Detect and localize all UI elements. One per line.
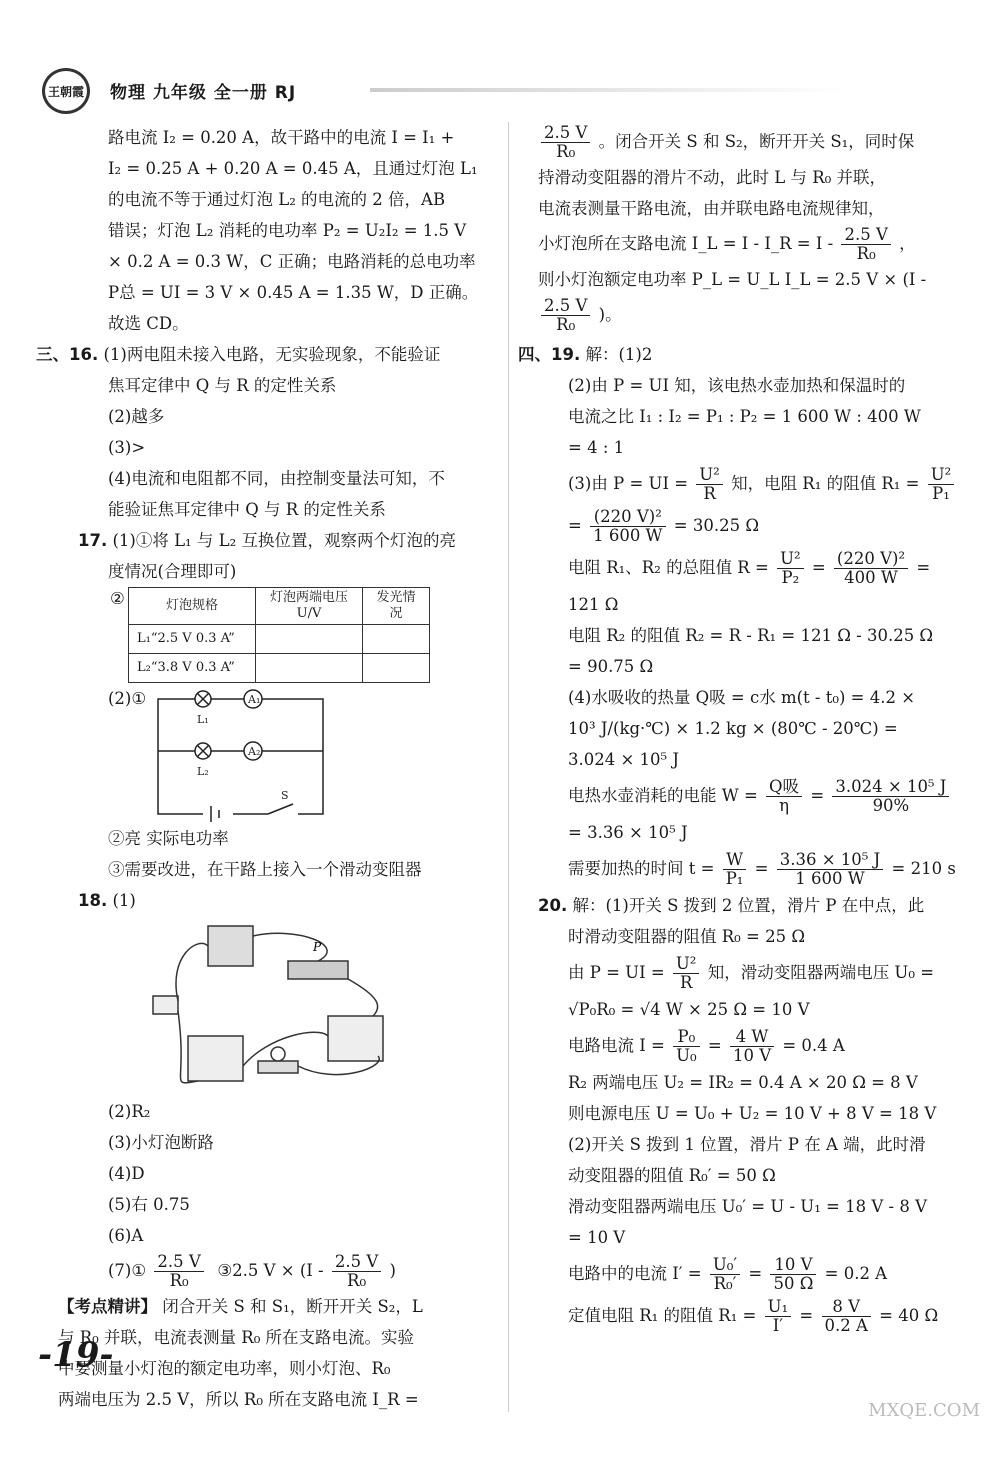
denominator: R [703,484,716,503]
text: 定值电阻 R₁ 的阻值 R₁ = [568,1306,757,1325]
text-line: (5)右 0.75 [108,1195,190,1214]
item-mark: ② [110,589,125,608]
battery-gap [203,804,233,824]
text: 需要加热的时间 t = [568,859,715,878]
denominator: η [779,796,789,815]
text: 。闭合开关 S 和 S₂，断开开关 S₁，同时保 [598,132,915,151]
text-line: 电阻 R₂ 的阻值 R₂ = R - R₁ = 121 Ω - 30.25 Ω [568,626,934,645]
fraction [541,297,590,334]
text: = 0.4 A [782,1036,845,1055]
numerator: 2.5 V [541,124,590,143]
fraction [332,1253,381,1290]
table-cell [256,625,363,654]
text-line: 则电源电压 U = U₀ + U₂ = 10 V + 8 V = 18 V [568,1104,937,1123]
logo-text: 王朝霞 [47,84,84,99]
fraction [696,466,723,503]
question-number: 20. [538,896,568,915]
text: = 30.25 Ω [673,516,760,535]
numerator: U² [673,955,700,974]
text-line: P总 = UI = 3 V × 0.45 A = 1.35 W，D 正确。 [108,283,479,302]
answer-table-block [58,587,478,683]
text: 知，滑动变阻器两端电压 U₀ = [707,963,935,982]
question-number: 17. [78,531,108,550]
text: 解：(1)2 [585,345,653,364]
fraction [834,550,908,587]
text-line: R₂ 两端电压 U₂ = IR₂ = 0.4 A × 20 Ω = 8 V [568,1073,918,1092]
text: = [754,859,769,878]
math-line [538,122,938,162]
fraction [928,466,955,503]
question-20 [538,890,938,921]
column-divider [508,122,509,1412]
denominator: R₀′ [713,1274,737,1293]
lamp-label: L₂ [197,765,209,778]
text-line: 中要测量小灯泡的额定电功率，则小灯泡、R₀ [58,1359,391,1378]
denominator: 400 W [844,568,898,587]
fraction [730,1028,774,1065]
note-line [58,1291,478,1322]
question-19 [518,339,938,370]
fraction [822,1298,871,1335]
fraction [841,226,890,263]
text: = [811,558,826,577]
numerator: W [723,851,747,870]
fraction [154,1253,203,1290]
text-line: 故选 CD。 [108,314,189,333]
watermark: MXQE.COM [868,1400,980,1421]
fraction [832,778,949,815]
ammeter-label: A₂ [248,745,261,758]
denominator: I′ [772,1316,784,1335]
numerator: 8 V [822,1298,871,1317]
table-cell: L₂“3.8 V 0.3 A” [129,654,256,683]
math-line [538,1295,938,1337]
numerator: 2.5 V [541,297,590,316]
math-line [58,1251,478,1291]
slider-label: P [313,940,322,954]
table-header: 灯泡两端电压 U/V [256,588,363,625]
table-row [129,654,430,683]
text-line: = 90.75 Ω [568,657,654,676]
fraction [765,1298,792,1335]
text-line: 3.024 × 10⁵ J [568,750,680,769]
numerator: P₀ [673,1028,700,1047]
text: ) [389,1261,396,1280]
text: = [748,1264,763,1283]
text: = [707,1036,722,1055]
fraction [710,1256,740,1293]
text: ， [899,234,916,253]
denominator: R₀ [556,315,576,334]
question-18 [78,885,478,916]
question-16 [36,339,478,370]
text: )。 [598,305,622,324]
text-line: 则小灯泡额定电功率 P_L = U_L I_L = 2.5 V × (I - [538,270,927,289]
text-line: 时滑动变阻器的阻值 R₀ = 25 Ω [568,927,806,946]
numerator: U₁ [765,1298,792,1317]
battery-pack [208,926,253,966]
fraction [541,124,590,161]
numerator: 3.36 × 10⁵ J [777,851,884,870]
text: 解：(1)开关 S 拨到 2 位置，滑片 P 在中点，此 [572,896,925,915]
right-column [518,122,956,1337]
apparatus-figure [58,916,478,1096]
text-line: 路电流 I₂ = 0.20 A，故干路中的电流 I = I₁ + [108,128,455,147]
text-line: 电流表测量干路电流，由并联电路电流规律知， [538,199,885,218]
denominator: P₁ [932,484,950,503]
numerator: 3.024 × 10⁵ J [832,778,949,797]
voltmeter-device [328,1016,383,1061]
ammeter-device [188,1036,243,1081]
text-line: 两端电压为 2.5 V，所以 R₀ 所在支路电流 I_R = [58,1390,419,1409]
fraction [590,508,665,545]
denominator: R [679,973,693,992]
text-line: 持滑动变阻器的滑片不动，此时 L 与 R₀ 并联， [538,168,886,187]
text-line: 动变阻器的阻值 R₀′ = 50 Ω [568,1166,776,1185]
text-line: 电流之比 I₁ : I₂ = P₁ : P₂ = 1 600 W : 400 W [568,407,921,426]
text-line: = 10 V [568,1228,626,1247]
switch-label: S [281,789,289,802]
table-cell: L₁“2.5 V 0.3 A” [129,625,256,654]
denominator: U₀ [676,1046,697,1065]
numerator: U² [928,466,955,485]
publisher-logo [42,68,90,114]
note-label: 【考点精讲】 [58,1297,157,1316]
denominator: 1 600 W [795,869,865,888]
rheostat [288,961,348,979]
table-header: 灯泡规格 [129,588,256,625]
circuit-block [58,683,478,823]
text-line: 10³ J/(kg·℃) × 1.2 kg × (80℃ - 20℃) = [568,719,898,738]
fraction [777,550,804,587]
text-line: √P₀R₀ = √4 W × 25 Ω = 10 V [568,1000,810,1019]
bulb-base [258,1061,298,1073]
text: 电路电流 I = [568,1036,665,1055]
numerator: (220 V)² [834,550,908,569]
text: (3)由 P = UI = [568,474,689,493]
math-line [538,775,947,817]
question-number: 四、19. [518,345,581,364]
text-line: 与 R₀ 并联，电流表测量 R₀ 所在支路电流。实验 [58,1328,415,1347]
math-line [538,848,956,890]
text-line: 焦耳定律中 Q 与 R 的定性关系 [108,376,337,395]
left-column [36,122,479,1415]
denominator: R₀ [856,244,876,263]
text: (1)①将 L₁ 与 L₂ 互换位置，观察两个灯泡的亮 [112,531,456,550]
text: = [810,786,825,805]
text-line: = 4 : 1 [568,438,625,457]
numerator: 2.5 V [154,1253,203,1272]
math-line [538,463,952,505]
book-title: 物理 九年级 全一册 RJ [110,83,297,103]
numerator: U₀′ [710,1256,740,1275]
text: 电热水壶消耗的电能 W = [568,786,758,805]
text-line: (2)R₂ [108,1102,151,1121]
text-line: 121 Ω [568,595,619,614]
numerator: 2.5 V [841,226,890,245]
math-line [538,1253,938,1295]
denominator: R₀ [556,142,576,161]
text: ③2.5 V × (I - [217,1261,324,1280]
text-line: 错误；灯泡 L₂ 消耗的电功率 P₂ = U₂I₂ = 1.5 V [108,221,467,240]
text: 电路中的电流 I′ = [568,1264,702,1283]
text-line: ③需要改进，在干路上接入一个滑动变阻器 [108,860,422,879]
text-line: (2)由 P = UI 知，该电热水壶加热和保温时的 [568,376,906,395]
fraction [766,778,802,815]
math-line [538,505,938,547]
item-label: (2)① [108,689,147,708]
page-header [40,68,970,114]
math-line [538,295,938,335]
text: 电阻 R₁、R₂ 的总阻值 R = [568,558,769,577]
math-line [538,224,938,264]
circuit-diagram [153,689,353,829]
text-line: (3)> [108,438,146,457]
denominator: P₁ [725,869,744,888]
math-line [538,1025,938,1067]
text: 小灯泡所在支路电流 I_L = I - I_R = I - [538,234,834,253]
text: 由 P = UI = [568,963,665,982]
page-number: -19- [38,1335,114,1375]
table-header-row [129,588,430,625]
text: = 40 Ω [879,1306,939,1325]
fraction [673,955,700,992]
table-cell [256,654,363,683]
math-line [538,547,938,589]
denominator: 90% [872,796,910,815]
switch-part [153,996,178,1014]
text-line: (6)A [108,1226,144,1245]
text-line: (2)开关 S 拨到 1 位置，滑片 P 在 A 端，此时滑 [568,1135,926,1154]
text-line: × 0.2 A = 0.3 W，C 正确；电路消耗的总电功率 [108,252,476,271]
bulb [271,1047,285,1061]
text: (7)① [108,1261,147,1280]
denominator: R₀ [169,1271,189,1290]
text: = [916,558,931,577]
table-cell [363,625,430,654]
text: (1)两电阻未接入电路，无实验现象，不能验证 [103,345,441,364]
fraction [770,1256,816,1293]
text: = [799,1306,814,1325]
numerator: 2.5 V [332,1253,381,1272]
text-line: I₂ = 0.25 A + 0.20 A = 0.45 A，且通过灯泡 L₁ [108,159,478,178]
switch-gap [268,807,298,821]
text-line: (4)D [108,1164,145,1183]
answer-table [128,587,430,683]
denominator: 0.2 A [824,1316,868,1335]
text-line: 滑动变阻器两端电压 U₀′ = U - U₁ = 18 V - 8 V [568,1197,928,1216]
lamp-label: L₁ [197,713,209,726]
denominator: R₀ [347,1271,367,1290]
numerator: 10 V [770,1256,816,1275]
denominator: 10 V [732,1046,772,1065]
question-number: 三、16. [36,345,99,364]
ammeter-label: A₁ [248,693,261,706]
numerator: U² [696,466,723,485]
text: = 0.2 A [824,1264,888,1283]
text-line: (4)水吸收的热量 Q吸 = c水 m(t - t₀) = 4.2 × [568,688,916,707]
text-line: 度情况(合理即可) [108,562,237,581]
text-line: 能验证焦耳定律中 Q 与 R 的定性关系 [108,500,386,519]
table-header: 发光情况 [363,588,430,625]
text: = 210 s [891,859,956,878]
text-line: (4)电流和电阻都不同，由控制变量法可知，不 [108,469,445,488]
question-number: 18. [78,891,108,910]
text-line: (3)小灯泡断路 [108,1133,214,1152]
fraction [777,851,884,888]
text: = [568,516,582,535]
apparatus-illustration [148,916,388,1091]
numerator: Q吸 [766,778,802,797]
denominator: 50 Ω [773,1274,814,1293]
text: (1) [112,891,136,910]
fraction [673,1028,700,1065]
table-row [129,625,430,654]
numerator: 4 W [730,1028,774,1047]
text: 闭合开关 S 和 S₁，断开开关 S₂，L [162,1297,423,1316]
denominator: P₂ [781,568,800,587]
denominator: 1 600 W [593,526,663,545]
circuit-wire [158,699,323,814]
table-cell [363,654,430,683]
text: 知，电阻 R₁ 的阻值 R₁ = [731,474,920,493]
text-line: ②亮 实际电功率 [108,829,229,848]
text-line: (2)越多 [108,407,165,426]
text-line: 的电流不等于通过灯泡 L₂ 的电流的 2 倍，AB [108,190,446,209]
fraction [723,851,747,888]
math-line [538,952,938,994]
numerator: U² [777,550,804,569]
question-17 [78,525,478,556]
header-rule [370,88,850,92]
numerator: (220 V)² [590,508,665,527]
text-line: = 3.36 × 10⁵ J [568,823,688,842]
